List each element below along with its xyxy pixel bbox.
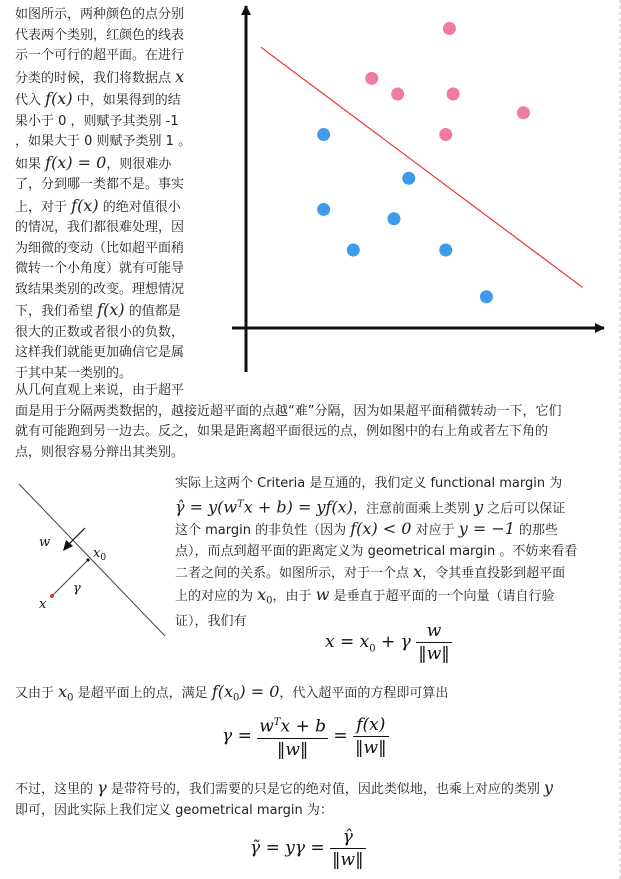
text-line: 示一个可行的超平面。在进行 bbox=[15, 48, 185, 63]
text-line: 不过，这里的 γ 是带符号的，我们需要的只是它的绝对值，因此类似地，也乘上对应的类别 y bbox=[15, 778, 554, 797]
x-label: x bbox=[39, 597, 47, 612]
text-line: 点），而点到超平面的距离定义为 geometrical margin 。不妨来看看 bbox=[175, 543, 578, 559]
text-line: 点，则很容易分辩出其类别。 bbox=[15, 444, 185, 460]
x-point bbox=[50, 594, 54, 598]
hyperplane-line bbox=[19, 484, 165, 636]
scatter-plot bbox=[212, 0, 612, 385]
text-line: 下，我们希望 f(x) 的值都是 bbox=[15, 300, 181, 319]
separating-hyperplane bbox=[261, 47, 583, 287]
pink-point bbox=[439, 128, 452, 141]
x0-label: $x_0$ bbox=[93, 546, 107, 563]
pink-point bbox=[391, 88, 404, 101]
substitution-paragraph: 又由于 $x_0$ 是超平面上的点，满足 $f(x_0) = 0$，代入超平面的方程即可算出 bbox=[15, 682, 449, 704]
text-line: 致结果类别的改变。理想情况 bbox=[15, 281, 185, 297]
text-line: 上，对于 f(x) 的绝对值很小 bbox=[15, 195, 181, 215]
pink-point bbox=[443, 22, 456, 35]
pink-point bbox=[365, 72, 378, 85]
text-line: 分类的时候，我们将数据点 x bbox=[15, 66, 185, 86]
text-line: 很大的正数或者很小的负数， bbox=[15, 324, 185, 340]
text-line: 代表两个类别，红颜色的线表 bbox=[15, 27, 185, 43]
text-line: 代入 f(x) 中，如果得到的结 bbox=[15, 89, 181, 108]
signed-paragraph bbox=[15, 778, 615, 821]
text-line: 证），我们有 bbox=[175, 613, 247, 629]
text-line: 二者之间的关系。如图所示，对于一个点 x，令其垂直投影到超平面 bbox=[175, 562, 566, 582]
text-line: 这样我们就能更加确信它是属 bbox=[15, 345, 185, 360]
x0-point bbox=[86, 558, 89, 561]
blue-point bbox=[317, 203, 330, 216]
blue-point bbox=[347, 244, 360, 257]
text-line: 了，分到哪一类都不是。事实 bbox=[15, 177, 185, 192]
equation-geometric-margin: γ̃ = yγ = $\frac{\gammâ}{‖w‖}$ bbox=[250, 827, 364, 870]
text-line: 上的对应的为 $x_0$，由于 w 是垂直于超平面的一个向量（请自行验 bbox=[175, 584, 555, 607]
margin-diagram bbox=[15, 478, 170, 638]
pink-point bbox=[517, 106, 530, 119]
margin-paragraph bbox=[175, 474, 615, 632]
gamma-segment bbox=[52, 560, 88, 596]
text-line: 从几何直观上来说，由于超平 bbox=[15, 383, 185, 398]
pink-point bbox=[447, 88, 460, 101]
intro-paragraph bbox=[15, 5, 220, 384]
blue-point bbox=[387, 212, 400, 225]
text-line: 微转一个小角度）就有可能导 bbox=[15, 261, 185, 276]
gamma-label: γ bbox=[73, 581, 81, 596]
text-line: 的情况，我们都很难处理，因 bbox=[15, 220, 185, 235]
text-line: 即可，因此实际上我们定义 geometrical margin 为： bbox=[15, 802, 333, 818]
text-line: 就有可能跑到另一边去。反之，如果是距离超平面很远的点，例如图中的右上角或者左下角的 bbox=[15, 424, 549, 439]
text-line: 于其中某一类别的。 bbox=[15, 365, 133, 381]
text-line: 实际上这两个 Criteria 是互通的，我们定义 functional margin 为 bbox=[175, 476, 563, 491]
text-line: 面是用于分隔两类数据的，越接近超平面的点越“难”分隔，因为如果超平面稍微转动一下，它们 bbox=[15, 403, 562, 419]
w-label: w bbox=[39, 535, 51, 550]
equation-projection: $x = x_0 + \gamma$ $\frac{w}{‖w‖}$ bbox=[325, 621, 450, 664]
blue-point bbox=[480, 290, 493, 303]
text-line: 这个 margin 的非负性（因为 f(x) < 0 对应于 y = −1 的那些 bbox=[175, 519, 559, 539]
text-line: 如果 f(x) = 0，则很难办 bbox=[15, 152, 172, 172]
text-line: 如图所示，两种颜色的点分别 bbox=[15, 7, 185, 22]
text-line: 为细微的变动（比如超平面稍 bbox=[15, 240, 185, 256]
geometry-paragraph bbox=[15, 381, 615, 463]
blue-point bbox=[317, 128, 330, 141]
blue-point bbox=[439, 244, 452, 257]
text-line: 果小于 0 ，则赋予其类别 -1 bbox=[15, 113, 179, 129]
text-line: γ̂ = $y(w^Tx + b) = yf(x)$，注意前面乘上类别 y 之后可以保证 bbox=[175, 496, 566, 516]
blue-point bbox=[402, 172, 415, 185]
equation-gamma: γ = $\frac{w^Tx + b}{‖w‖}$ = $\frac{f(x)}{‖w‖}$ bbox=[222, 712, 389, 761]
text-line: ，如果大于 0 则赋予类别 1 。 bbox=[15, 134, 192, 149]
